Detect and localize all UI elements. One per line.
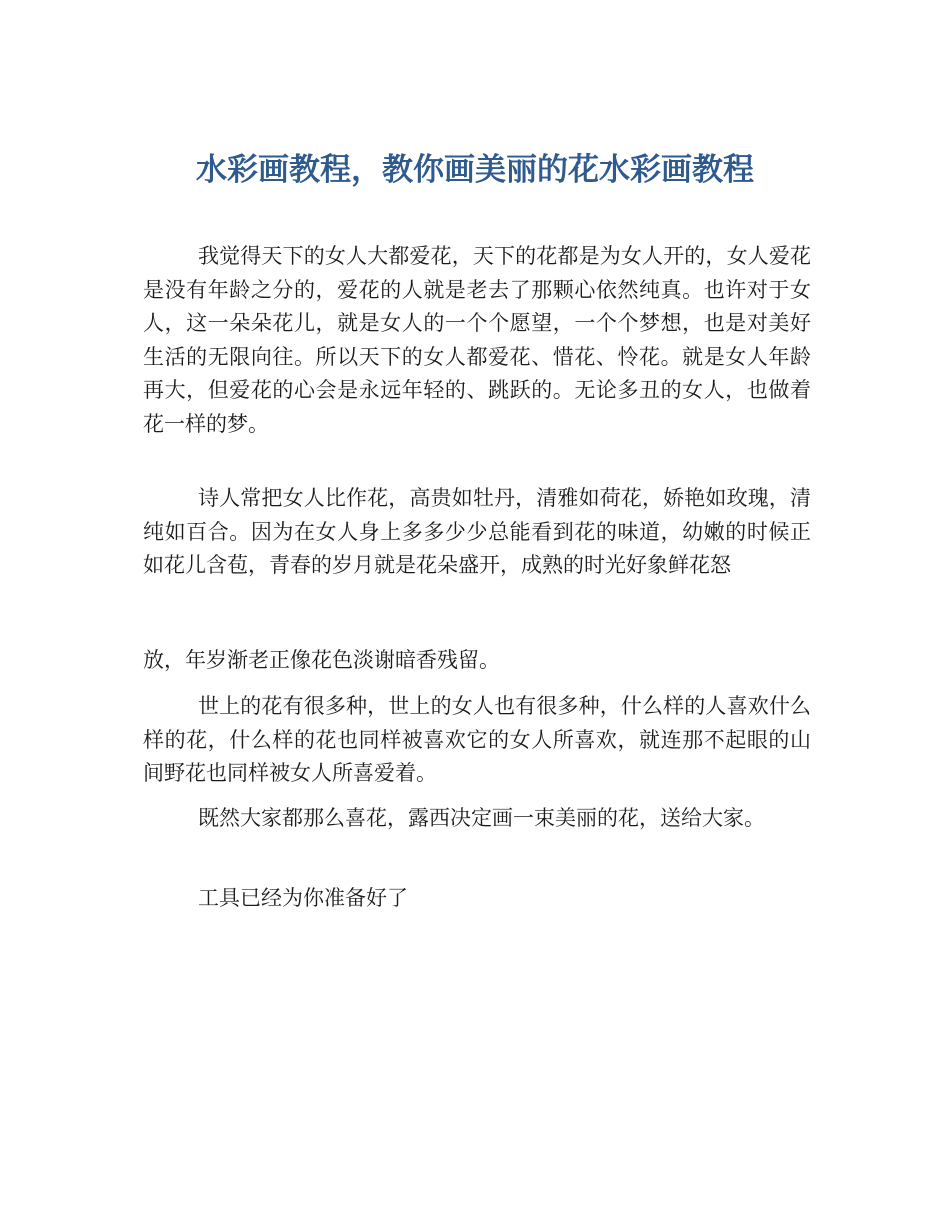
- paragraph-6: [143, 882, 811, 916]
- paragraph-text: 既然大家都那么喜花，露西决定画一束美丽的花，送给大家。: [198, 806, 765, 830]
- paragraph-4: [143, 690, 811, 791]
- paragraph-text: 我觉得天下的女人大都爱花，天下的花都是为女人开的，女人爱花是没有年龄之分的，爱花的人就是老去了那颗心依然纯真。也许对于女人，这一朵朵花儿，就是女人的一个个愿望，一个个梦想，也是对美好生活的无限向往。所以天下的女人都爱花、惜花、怜花。就是女人年龄再大，但爱花的心会是永远年轻的、跳跃的。无论多丑的女人，也做着花一样的梦。: [143, 244, 811, 436]
- paragraph-text: 放，年岁渐老正像花色淡谢暗香残留。: [143, 648, 500, 672]
- paragraph-text: 诗人常把女人比作花，高贵如牡丹，清雅如荷花，娇艳如玫瑰，清纯如百合。因为在女人身上多多少少总能看到花的味道，幼嫩的时候正如花儿含苞，青春的岁月就是花朵盛开，成熟的时光好象鲜花怒: [143, 486, 811, 577]
- paragraph-text: 世上的花有很多种，世上的女人也有很多种，什么样的人喜欢什么样的花，什么样的花也同样被喜欢它的女人所喜欢，就连那不起眼的山间野花也同样被女人所喜爱着。: [143, 694, 811, 785]
- paragraph-1: [143, 240, 811, 441]
- paragraph-2: [143, 482, 811, 583]
- paragraph-text: 工具已经为你准备好了: [198, 886, 408, 910]
- paragraph-3: [143, 644, 811, 678]
- page-title: 水彩画教程，教你画美丽的花水彩画教程: [196, 152, 754, 188]
- paragraph-5: [143, 802, 811, 836]
